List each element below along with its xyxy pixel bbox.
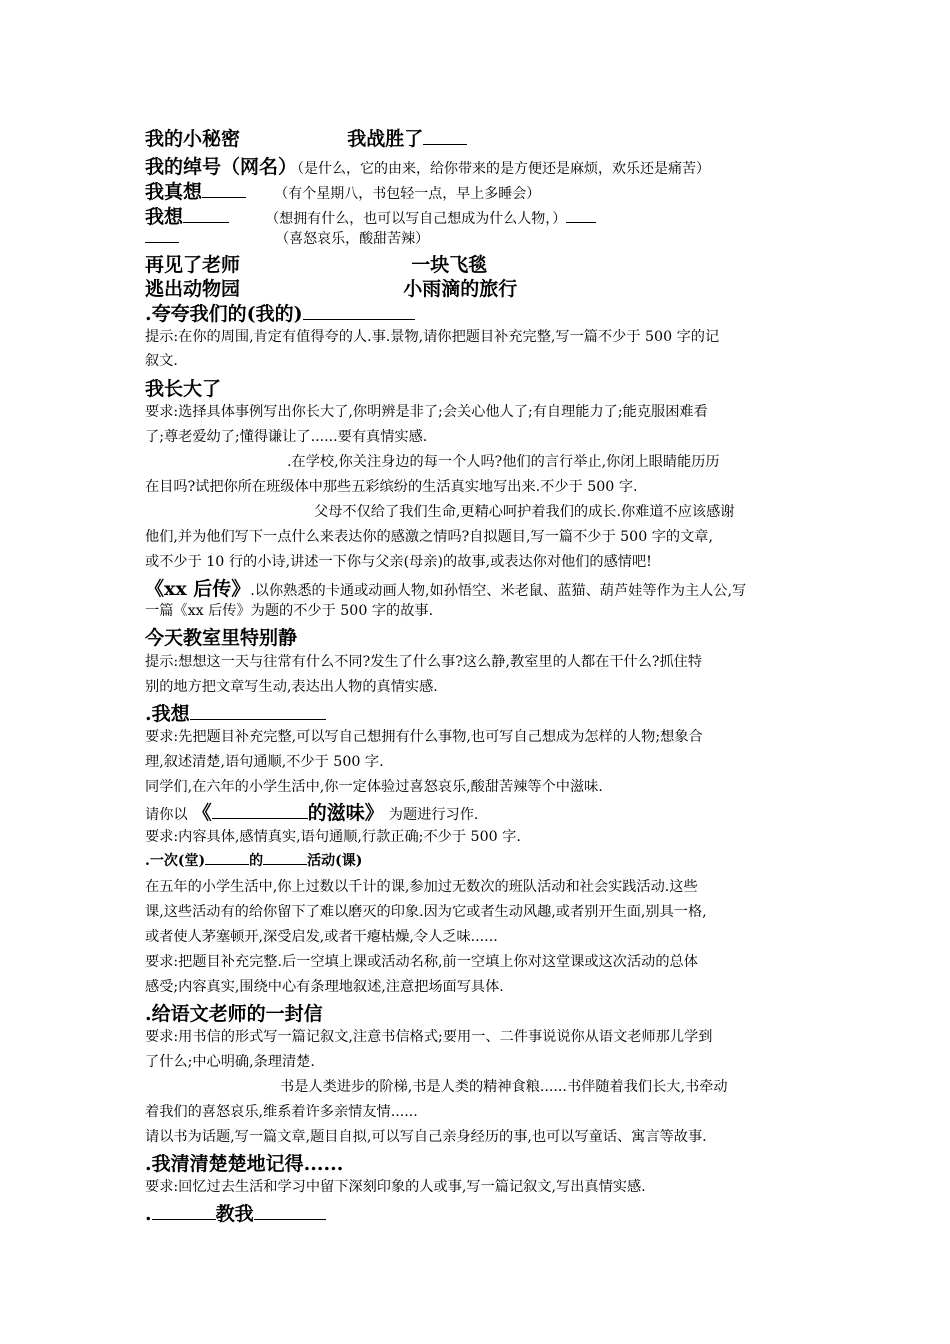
title-goodbye-teacher: 再见了老师 [145,254,241,276]
line-39: 书是人类进步的阶梯,书是人类的精神食粮......书伴随着我们长大,书牵动 [280,1079,728,1095]
line-28 [145,798,478,825]
title-praise: .夸夸我们的(我的) [145,303,303,325]
line-27: 同学们,在六年的小学生活中,你一定体验过喜怒哀乐,酸甜苦辣等个中滋味. [145,779,603,795]
blank-underline [423,128,467,145]
line-37: 要求:用书信的形式写一篇记叙文,注意书信格式;要用一、二件事说说你从语文老师那儿学到 [145,1029,713,1045]
line-5 [145,228,429,248]
line-23: 别的地方把文章写生动,表达出人物的真情实感. [145,679,438,695]
line-1 [145,124,467,151]
taste-open-quote: 《 [192,802,212,824]
title-nickname: 我的绰号（网名） [145,156,298,178]
taste-prompt-tail: 为题进行习作. [388,807,479,823]
line-6 [145,250,487,277]
hint-nickname: （是什么，它的由来，给你带来的是方便还是麻烦，欢乐还是痛苦） [297,161,711,177]
blank-underline [263,851,307,865]
line-9: 提示:在你的周围,肯定有值得夸的人.事.景物,请你把题目补充完整,写一篇不少于 500 字的记 [145,329,720,345]
blank-underline [145,230,179,243]
blank-underline [152,1203,216,1220]
line-4 [145,202,596,229]
line-10: 叙文. [145,353,178,369]
blank-underline [303,303,341,320]
title-remember-clearly: .我清清楚楚地记得...... [145,1153,344,1175]
line-17: 他们,并为他们写下一点什么来表达你的感激之情吗?自拟题目,写一篇不少于 500 字的文章, [145,529,713,545]
line-12: 要求:选择具体事例写出你长大了,你明辨是非了;会关心他人了;有自理能力了;能克服困难看 [145,404,708,420]
title-one-activity-a: .一次(堂) [145,853,206,869]
blank-underline [212,802,308,819]
line-15: 在目吗?试把你所在班级体中那些五彩缤纷的生活真实地写出来.不少于 500 字. [145,479,638,495]
title-flying-carpet: 一块飞毯 [411,254,488,276]
line-30 [145,850,362,870]
line-25: 要求:先把题目补充完整,可以写自己想拥有什么事物,也可写自己想成为怎样的人物;想象合 [145,729,703,745]
blank-underline [341,303,415,320]
line-24 [145,699,326,726]
line-31: 在五年的小学生活中,你上过数以千计的课,参加过无数次的班队活动和社会实践活动.这些 [145,879,698,895]
title-quiet-classroom: 今天教室里特别静 [145,627,298,649]
title-i-overcame: 我战胜了 [347,128,424,150]
title-taste: 的滋味》 [307,802,384,824]
line-44 [145,1199,326,1226]
title-i-want: 我想 [145,206,184,228]
title-one-activity-c: 活动(课) [307,853,363,869]
title-sequel: 《xx 后传》 [145,578,251,600]
title-raindrop-trip: 小雨滴的旅行 [403,278,518,300]
title-taught-me-dot: . [145,1203,152,1225]
line-16: 父母不仅给了我们生命,更精心呵护着我们的成长.你难道不应该感谢 [314,504,735,520]
blank-underline [254,1203,326,1220]
line-40: 着我们的喜怒哀乐,维系着许多亲情友情...... [145,1104,418,1120]
line-41: 请以书为话题,写一篇文章,题目自拟,可以写自己亲身经历的事,也可以写童话、寓言等故事. [145,1129,707,1145]
title-i-really-want: 我真想 [145,181,203,203]
line-22: 提示:想想这一天与往常有什么不同?发生了什么事?这么静,教室里的人都在干什么?抓住特 [145,654,703,670]
taste-prompt-lead: 请你以 [145,807,188,823]
title-one-activity-b: 的 [249,853,264,869]
title-grown-up: 我长大了 [145,378,222,400]
line-38: 了什么;中心明确,条理清楚. [145,1054,315,1070]
line-33: 或者使人茅塞顿开,深受启发,或者干瘪枯燥,令人乏味...... [145,929,498,945]
line-2 [145,152,710,179]
line-34: 要求:把题目补充完整.后一空填上课或活动名称,前一空填上你对这堂课或这次活动的总体 [145,954,698,970]
blank-underline [190,703,326,720]
title-escape-zoo: 逃出动物园 [145,278,241,300]
blank-underline [183,206,229,223]
line-3 [145,177,540,204]
sequel-prompt: .以你熟悉的卡通或动画人物,如孙悟空、米老鼠、蓝猫、葫芦娃等作为主人公,写 [250,583,747,599]
line-8 [145,299,415,326]
blank-underline [566,210,596,223]
line-19 [145,574,746,601]
title-my-secret: 我的小秘密 [145,128,241,150]
line-35: 感受;内容真实,围绕中心有条理地叙述,注意把场面写具体. [145,979,504,995]
line-20: 一篇《xx 后传》为题的不少于 500 字的故事. [145,603,434,619]
hint-i-want: （想拥有什么，也可以写自己想成为什么人物，） [265,211,567,227]
line-14: .在学校,你关注身边的每一个人吗?他们的言行举止,你闭上眼睛能历历 [287,454,720,470]
line-32: 课,这些活动有的给你留下了难以磨灭的印象.因为它或者生动风趣,或者别开生面,别具一格, [145,904,707,920]
line-18: 或不少于 10 行的小诗,讲述一下你与父亲(母亲)的故事,或表达你对他们的感情吧! [145,554,652,570]
line-43: 要求:回忆过去生活和学习中留下深刻印象的人或事,写一篇记叙文,写出真情实感. [145,1179,646,1195]
line-7 [145,274,517,301]
line-26: 理,叙述清楚,语句通顺,不少于 500 字. [145,754,384,770]
title-i-want-2: .我想 [145,703,190,725]
title-taught-me: 教我 [215,1203,254,1225]
blank-underline [202,181,246,198]
blank-underline [205,851,249,865]
line-13: 了;尊老爱幼了;懂得谦让了......要有真情实感. [145,429,428,445]
line-29: 要求:内容具体,感情真实,语句通顺,行款正确;不少于 500 字. [145,829,521,845]
hint-emotions: （喜怒哀乐，酸甜苦辣） [275,231,430,247]
title-letter-teacher: .给语文老师的一封信 [145,1003,323,1025]
hint-really-want: （有个星期八，书包轻一点，早上多睡会） [274,186,541,202]
